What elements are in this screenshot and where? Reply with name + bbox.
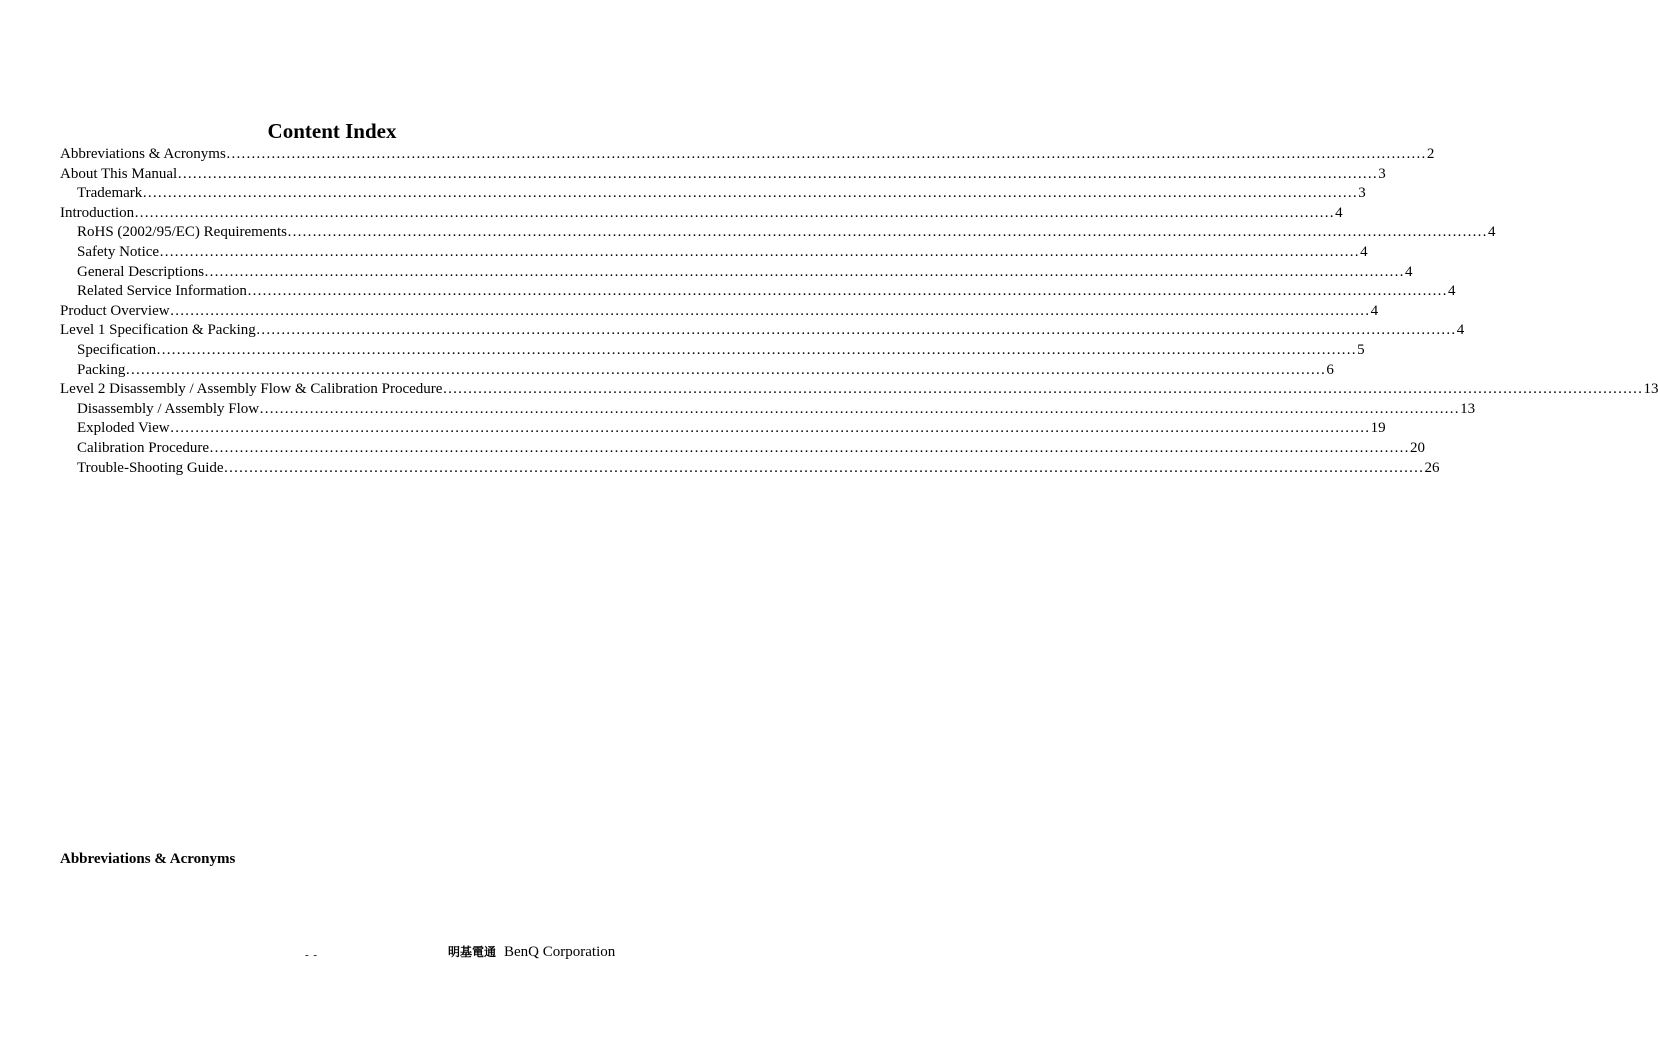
toc-entry-title: Abbreviations & Acronyms	[60, 146, 226, 162]
toc-entry-page: 3	[1378, 165, 1386, 182]
toc-entry-title: Packing	[77, 361, 126, 378]
toc-entry-page: 4	[1405, 263, 1413, 280]
toc-entry-page: 19	[1370, 420, 1386, 437]
toc-leader-dots: ……………………………………………………………………………………………………………………………………………………………………………………………………………………	[287, 224, 1487, 241]
toc-entry-title: Safety Notice	[77, 243, 160, 260]
toc-leader-dots: ……………………………………………………………………………………………………………………………………………………………………………………………………………………	[159, 243, 1360, 260]
toc-entry[interactable]	[60, 165, 1386, 185]
toc-entry-page: 3	[1358, 185, 1366, 202]
toc-entry-page: 4	[1370, 302, 1379, 319]
toc-leader-dots: ……………………………………………………………………………………………………………………………………………………………………………………………………………………	[246, 283, 1447, 300]
toc-entry-page: 4	[1447, 283, 1456, 300]
toc-entry-page: 4	[1456, 322, 1465, 339]
page-title: Content Index	[267, 119, 397, 143]
toc-leader-dots: ……………………………………………………………………………………………………………………………………………………………………………………………………………………	[169, 420, 1370, 437]
toc-leader-dots: ……………………………………………………………………………………………………………………………………………………………………………………………………………………	[177, 165, 1378, 182]
company-cjk-name: 明基電通	[448, 945, 497, 959]
toc-leader-dots: ……………………………………………………………………………………………………………………………………………………………………………………………………………………	[169, 302, 1370, 319]
toc-entry-title: Related Service Information	[77, 283, 247, 300]
toc-entry-page: 6	[1326, 361, 1334, 378]
toc-entry-title: Trademark…	[77, 185, 158, 202]
toc-leader-dots: ……………………………………………………………………………………………………………………………………………………………………………………………………………………	[134, 204, 1335, 221]
toc-entry[interactable]	[60, 400, 1476, 420]
toc-leader-dots: ……………………………………………………………………………………………………………………………………………………………………………………………………………………	[156, 341, 1357, 358]
toc-entry-page: 2	[1426, 146, 1435, 162]
toc-entry[interactable]	[60, 223, 1496, 243]
toc-entry-page: 13	[1460, 400, 1476, 417]
toc-entry-page: 20	[1410, 439, 1426, 456]
toc-entry[interactable]	[60, 439, 1426, 459]
toc-entry[interactable]	[60, 321, 1465, 341]
toc-entry-page: 5	[1357, 341, 1365, 358]
toc-entry[interactable]	[60, 184, 1366, 204]
toc-entry-title: About This Manual	[60, 165, 178, 182]
footer-company	[448, 943, 615, 961]
toc-entry[interactable]	[60, 302, 1379, 322]
toc-entry-page: 4	[1360, 243, 1368, 260]
toc-leader-dots: ……………………………………………………………………………………………………………………………………………………………………………………………………………………	[223, 459, 1424, 476]
toc-entry[interactable]	[60, 282, 1456, 302]
toc-leader-dots: ……………………………………………………………………………………………………………………………………………………………………………………………………………………	[125, 361, 1326, 378]
toc-entry-title: Exploded View	[77, 420, 170, 437]
toc-entry[interactable]	[60, 459, 1440, 479]
toc-leader-dots: ……………………………………………………………………………………………………………………………………………………………………………………………………………………	[209, 439, 1410, 456]
toc-entry-title: Product Overview	[60, 302, 170, 319]
toc-leader-dots: ……………………………………………………………………………………………………………………………………………………………………………………………………………………	[255, 322, 1456, 339]
section-heading: Abbreviations & Acronyms	[60, 851, 236, 867]
toc-entry[interactable]	[60, 204, 1343, 224]
toc-entry[interactable]	[60, 361, 1334, 381]
toc-entry-title: Level 2 Disassembly / Assembly Flow & Calibration Procedure	[60, 381, 443, 398]
toc-entry-page: 13	[1643, 381, 1658, 398]
toc-entry-page: 4	[1488, 224, 1496, 241]
toc-entry[interactable]	[60, 243, 1368, 263]
toc-leader-dots: ……………………………………………………………………………………………………………………………………………………………………………………………………………………	[225, 146, 1426, 162]
toc-entry-page: 26	[1424, 459, 1440, 476]
toc-entry-page: 4	[1335, 204, 1343, 221]
toc-entry-title: Introduction	[60, 204, 135, 221]
table-of-contents	[60, 145, 1658, 478]
toc-entry-title: RoHS (2002/95/EC) Requirements	[77, 224, 287, 241]
footer-page-number: - -	[305, 949, 319, 961]
toc-entry-title: Level 1 Specification & Packing	[60, 322, 256, 339]
toc-entry-title: Disassembly / Assembly Flow	[77, 400, 260, 417]
toc-entry-title: Calibration Procedure	[77, 439, 210, 456]
toc-entry[interactable]	[60, 263, 1413, 283]
toc-leader-dots: ……………………………………………………………………………………………………………………………………………………………………………………………………………………	[442, 381, 1643, 398]
company-name: BenQ Corporation	[504, 944, 616, 960]
toc-entry-title: General Descriptions	[77, 263, 205, 280]
toc-entry[interactable]	[60, 419, 1386, 439]
toc-leader-dots: ……………………………………………………………………………………………………………………………………………………………………………………………………………………	[259, 400, 1460, 417]
toc-leader-dots: ……………………………………………………………………………………………………………………………………………………………………………………………………………………	[157, 185, 1358, 202]
toc-entry-title: Trouble-Shooting Guide	[77, 459, 224, 476]
toc-entry[interactable]	[60, 380, 1658, 400]
toc-leader-dots: ……………………………………………………………………………………………………………………………………………………………………………………………………………………	[204, 263, 1405, 280]
toc-entry[interactable]	[60, 341, 1365, 361]
toc-entry-title: Specification	[77, 341, 157, 358]
toc-entry[interactable]	[60, 145, 1435, 165]
